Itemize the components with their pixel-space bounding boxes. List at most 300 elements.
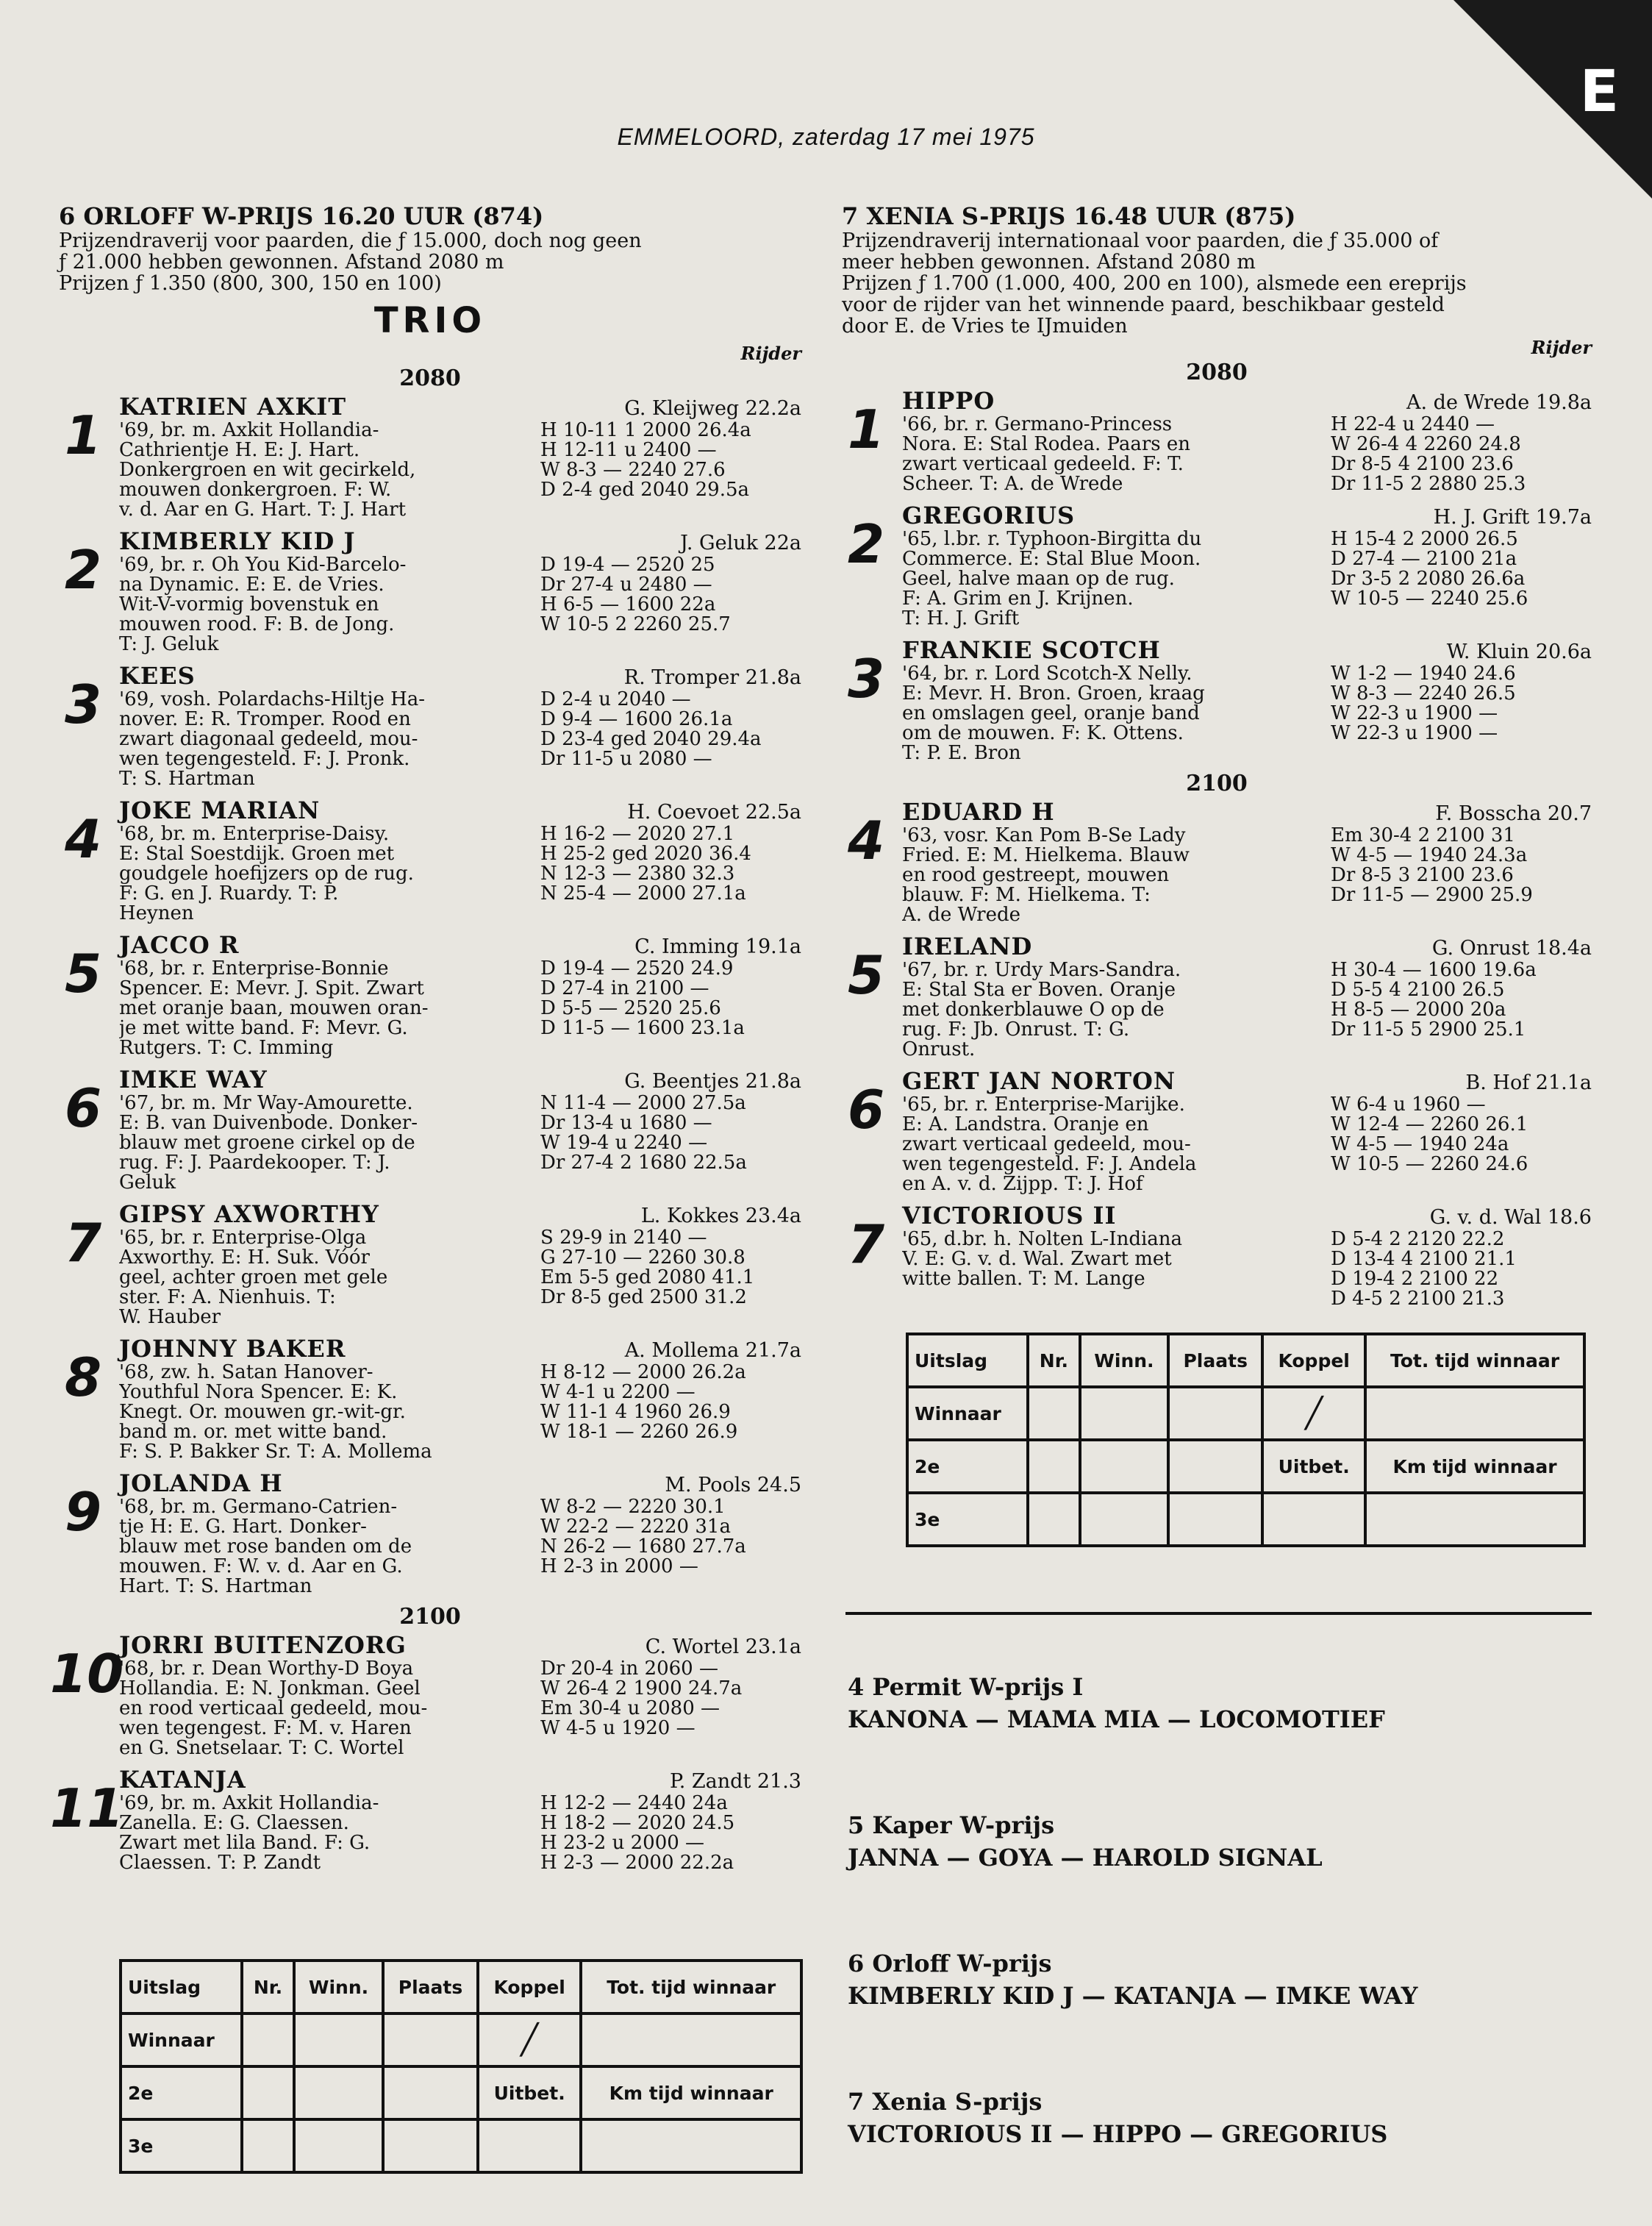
horse-driver: G. v. d. Wal 18.6 xyxy=(1429,1206,1592,1229)
horse-description xyxy=(119,1228,540,1327)
horse-number: 6 xyxy=(847,1079,885,1141)
input-cell[interactable] xyxy=(1168,1440,1262,1493)
input-cell[interactable] xyxy=(1080,1387,1169,1440)
race-description: Prijzendraverij voor paarden, die ƒ 15.000, doch nog geen ƒ 21.000 hebben gewonnen. Afstand 2080 m Prijzen ƒ 1.350 (800, 300, 150 en 100) xyxy=(59,229,642,295)
horse-header xyxy=(119,662,801,690)
input-cell[interactable] xyxy=(1168,1493,1262,1546)
description-line: '68, zw. h. Satan Hanover- xyxy=(119,1363,373,1383)
horse-name: GERT JAN NORTON xyxy=(902,1067,1176,1095)
form-line: Dr 11-5 2 2880 25.3 xyxy=(1331,473,1526,495)
description-line: '65, d.br. h. Nolten L-Indiana xyxy=(902,1230,1183,1249)
page-header: EMMELOORD, zaterdag 17 mei 1975 xyxy=(617,124,1035,150)
horse-form xyxy=(1331,415,1592,494)
horse-number: 10 xyxy=(50,1643,124,1705)
horse-header xyxy=(119,527,801,555)
horse-entry xyxy=(59,393,801,520)
horse-body xyxy=(119,1794,801,1873)
form-line: D 2-4 ged 2040 29.5a xyxy=(540,479,750,501)
header-tot-tijd: Tot. tijd winnaar xyxy=(581,1961,801,2013)
description-line: Nora. E: Stal Rodea. Paars en xyxy=(902,435,1190,454)
input-cell[interactable] xyxy=(383,2013,478,2066)
description-line: '69, vosh. Polardachs-Hiltje Ha- xyxy=(119,690,426,710)
horse-entry xyxy=(59,662,801,789)
koppel-slash: ╱ xyxy=(478,2013,582,2066)
description-line: wen tegengesteld. F: J. Andela xyxy=(902,1155,1197,1174)
input-cell[interactable] xyxy=(1365,1387,1584,1440)
horse-form xyxy=(1331,826,1592,925)
header-winn: Winn. xyxy=(1080,1334,1169,1387)
form-line: W 4-5 — 1940 24a xyxy=(1331,1133,1509,1155)
horse-description xyxy=(119,824,540,924)
description-line: zwart verticaal gedeeld. F: T. xyxy=(902,454,1184,474)
horse-description xyxy=(119,690,540,789)
horse-name: IRELAND xyxy=(902,932,1033,960)
horse-description xyxy=(119,1497,540,1597)
description-line: E: B. van Duivenbode. Donker- xyxy=(119,1113,418,1133)
description-line: E: Stal Sta er Boven. Oranje xyxy=(902,980,1176,1000)
description-line: geel, achter groen met gele xyxy=(119,1268,388,1288)
description-line: T: S. Hartman xyxy=(119,769,255,789)
description-line: '69, br. m. Axkit Hollandia- xyxy=(119,421,379,440)
horse-entry xyxy=(50,1631,801,1758)
description-line: Youthful Nora Spencer. E: K. xyxy=(119,1383,398,1402)
input-cell[interactable] xyxy=(294,2119,383,2172)
km-tijd-label: Km tijd winnaar xyxy=(1365,1440,1584,1493)
input-cell[interactable] xyxy=(383,2066,478,2119)
horse-driver: H. J. Grift 19.7a xyxy=(1433,506,1592,529)
horse-form xyxy=(540,824,801,924)
horse-body xyxy=(119,1659,801,1758)
header-tot-tijd: Tot. tijd winnaar xyxy=(1365,1334,1584,1387)
horse-driver: B. Hof 21.1a xyxy=(1465,1071,1592,1094)
horse-number: 3 xyxy=(847,648,885,710)
description-line: band m. or. met witte band. xyxy=(119,1422,387,1442)
form-line: H 2-3 in 2000 — xyxy=(540,1555,698,1577)
horse-header xyxy=(119,1200,801,1228)
form-line: Em 30-4 u 2080 — xyxy=(540,1697,720,1719)
description-line: blauw met groene cirkel op de xyxy=(119,1133,415,1153)
header-nr: Nr. xyxy=(242,1961,294,2013)
horse-description xyxy=(119,421,540,520)
input-cell[interactable] xyxy=(581,2013,801,2066)
form-line: W 4-5 — 1940 24.3a xyxy=(1331,844,1528,866)
form-line: D 19-4 — 2520 24.9 xyxy=(540,957,734,980)
horse-entry xyxy=(842,1067,1592,1194)
horse-form xyxy=(1331,1095,1592,1194)
form-line: Dr 27-4 2 1680 22.5a xyxy=(540,1152,747,1174)
description-line: '69, br. r. Oh You Kid-Barcelo- xyxy=(119,555,407,575)
horse-body xyxy=(902,1230,1592,1309)
header-winn: Winn. xyxy=(294,1961,383,2013)
horse-list xyxy=(842,387,1592,763)
input-cell[interactable] xyxy=(242,2119,294,2172)
horse-name: JOLANDA H xyxy=(119,1469,283,1497)
form-line: W 22-3 u 1900 — xyxy=(1331,702,1498,724)
header-plaats: Plaats xyxy=(1168,1334,1262,1387)
horse-body xyxy=(902,664,1592,763)
form-line: Dr 27-4 u 2480 — xyxy=(540,574,712,596)
description-line: rug. F: Jb. Onrust. T: G. xyxy=(902,1020,1130,1040)
description-line: je met witte band. F: Mevr. G. xyxy=(119,1019,408,1038)
horse-number: 5 xyxy=(847,944,885,1006)
form-line: D 5-5 4 2100 26.5 xyxy=(1331,979,1505,1001)
description-line: T: J. Geluk xyxy=(119,635,219,654)
description-line: F: S. P. Bakker Sr. T: A. Mollema xyxy=(119,1442,432,1462)
description-line: E: Mevr. H. Bron. Groen, kraag xyxy=(902,684,1205,704)
horse-list xyxy=(59,393,801,1597)
horse-body xyxy=(119,1228,801,1327)
horse-form xyxy=(1331,1230,1592,1309)
input-cell[interactable] xyxy=(581,2119,801,2172)
horse-entry xyxy=(842,387,1592,494)
horse-description xyxy=(902,415,1331,494)
form-line: H 15-4 2 2000 26.5 xyxy=(1331,528,1518,550)
horse-driver: G. Beentjes 21.8a xyxy=(624,1070,801,1093)
horse-entry xyxy=(59,1335,801,1462)
input-cell[interactable] xyxy=(383,2119,478,2172)
horse-form xyxy=(1331,529,1592,629)
race-description: Prijzendraverij internationaal voor paarden, die ƒ 35.000 of meer hebben gewonnen. Afstand 2080 m Prijzen ƒ 1.700 (1.000, 400, 200 en 100), alsmede een ereprijs voor de rijder van het winnende paard, beschikbaar gesteld door E. de Vries te IJmuiden xyxy=(842,229,1467,338)
row-2e: 2e xyxy=(907,1440,1028,1493)
header-uitslag: Uitslag xyxy=(907,1334,1028,1387)
horse-header xyxy=(119,1066,801,1094)
description-line: F: G. en J. Ruardy. T: P. xyxy=(119,884,339,904)
form-line: H 22-4 u 2440 — xyxy=(1331,413,1495,435)
horse-form xyxy=(540,421,801,520)
header-koppel: Koppel xyxy=(1262,1334,1365,1387)
horse-header xyxy=(119,393,801,421)
form-line: N 26-2 — 1680 27.7a xyxy=(540,1535,746,1558)
horse-name: JACCO R xyxy=(119,931,240,959)
distance-label: 2080 xyxy=(1186,360,1248,385)
horse-entry xyxy=(59,796,801,924)
horse-driver: C. Imming 19.1a xyxy=(634,935,801,958)
horse-driver: G. Kleijweg 22.2a xyxy=(624,397,801,420)
horse-description xyxy=(902,826,1331,925)
horse-driver: A. Mollema 21.7a xyxy=(624,1339,801,1362)
result-title: 7 Xenia S-prijs xyxy=(848,2088,1043,2116)
description-line: Geluk xyxy=(119,1173,176,1193)
input-cell[interactable] xyxy=(478,2119,582,2172)
horse-header xyxy=(902,387,1592,415)
description-line: Zwart met lila Band. F: G. xyxy=(119,1833,371,1853)
header-uitslag: Uitslag xyxy=(121,1961,242,2013)
horse-description xyxy=(119,555,540,654)
description-line: tje H: E. G. Hart. Donker- xyxy=(119,1517,367,1537)
horse-description xyxy=(902,1230,1331,1309)
horse-body xyxy=(119,690,801,789)
horse-body xyxy=(902,1095,1592,1194)
horse-name: JOKE MARIAN xyxy=(119,796,321,824)
horse-entry xyxy=(842,636,1592,763)
horse-description xyxy=(119,1094,540,1193)
form-line: H 2-3 — 2000 22.2a xyxy=(540,1852,734,1874)
description-line: '67, br. r. Urdy Mars-Sandra. xyxy=(902,960,1181,980)
right-column xyxy=(842,202,1592,1316)
description-line: om de mouwen. F: K. Ottens. xyxy=(902,724,1184,743)
horse-name: KEES xyxy=(119,662,196,690)
description-line: '65, br. r. Enterprise-Olga xyxy=(119,1228,367,1248)
description-line: Spencer. E: Mevr. J. Spit. Zwart xyxy=(119,979,424,999)
description-line: nover. E: R. Tromper. Rood en xyxy=(119,710,411,729)
input-cell[interactable] xyxy=(242,2013,294,2066)
description-line: Scheer. T: A. de Wrede xyxy=(902,474,1123,494)
horse-number: 8 xyxy=(64,1346,102,1408)
description-line: W. Hauber xyxy=(119,1308,221,1327)
description-line: Knegt. Or. mouwen gr.-wit-gr. xyxy=(119,1402,406,1422)
form-line: D 4-5 2 2100 21.3 xyxy=(1331,1288,1505,1310)
description-line: Hollandia. E: N. Jonkman. Geel xyxy=(119,1679,421,1699)
horse-entry xyxy=(842,502,1592,629)
form-line: N 11-4 — 2000 27.5a xyxy=(540,1092,746,1114)
horse-body xyxy=(902,415,1592,494)
horse-description xyxy=(902,1095,1331,1194)
form-line: Em 30-4 2 2100 31 xyxy=(1331,824,1515,846)
form-line: W 22-2 — 2220 31a xyxy=(540,1516,731,1538)
row-winnaar: Winnaar xyxy=(121,2013,242,2066)
description-line: Fried. E: M. Hielkema. Blauw xyxy=(902,846,1190,866)
horse-header xyxy=(902,636,1592,664)
description-line: Wit-V-vormig bovenstuk en xyxy=(119,595,379,615)
row-winnaar: Winnaar xyxy=(907,1387,1028,1440)
form-line: W 26-4 4 2260 24.8 xyxy=(1331,433,1521,455)
horse-body xyxy=(119,824,801,924)
description-line: goudgele hoefijzers op de rug. xyxy=(119,864,414,884)
horse-name: EDUARD H xyxy=(902,798,1055,826)
horse-header xyxy=(902,932,1592,960)
horse-name: GREGORIUS xyxy=(902,502,1076,529)
horse-driver: H. Coevoet 22.5a xyxy=(627,801,801,824)
description-line: Axworthy. E: H. Suk. Vóór xyxy=(119,1248,370,1268)
form-line: D 27-4 in 2100 — xyxy=(540,977,709,999)
input-cell[interactable] xyxy=(294,2066,383,2119)
input-cell[interactable] xyxy=(1080,1440,1169,1493)
description-line: wen tegengesteld. F: J. Pronk. xyxy=(119,749,410,769)
horse-description xyxy=(902,664,1331,763)
result-horses: KIMBERLY KID J — KATANJA — IMKE WAY xyxy=(848,1982,1418,2010)
rijder-label: Rijder xyxy=(740,343,801,364)
horse-body xyxy=(119,959,801,1058)
form-line: D 23-4 ged 2040 29.4a xyxy=(540,728,762,750)
horse-number: 4 xyxy=(847,810,885,871)
form-line: H 30-4 — 1600 19.6a xyxy=(1331,959,1537,981)
horse-header xyxy=(119,1469,801,1497)
description-line: na Dynamic. E: E. de Vries. xyxy=(119,575,385,595)
horse-entry xyxy=(59,1066,801,1193)
horse-form xyxy=(540,555,801,654)
form-line: N 25-4 — 2000 27.1a xyxy=(540,882,746,905)
description-line: '66, br. r. Germano-Princess xyxy=(902,415,1173,435)
horse-entry xyxy=(842,1202,1592,1309)
form-line: W 10-5 2 2260 25.7 xyxy=(540,613,731,635)
form-line: D 19-4 2 2100 22 xyxy=(1331,1268,1499,1290)
horse-driver: W. Kluin 20.6a xyxy=(1446,641,1592,663)
description-line: Cathrientje H. E: J. Hart. xyxy=(119,440,360,460)
description-line: '67, br. m. Mr Way-Amourette. xyxy=(119,1094,413,1113)
description-line: met oranje baan, mouwen oran- xyxy=(119,999,429,1019)
form-line: W 11-1 4 1960 26.9 xyxy=(540,1401,731,1423)
description-line: F: A. Grim en J. Krijnen. xyxy=(902,589,1134,609)
input-cell[interactable] xyxy=(1028,1440,1079,1493)
horse-name: KATANJA xyxy=(119,1766,246,1794)
result-horses: VICTORIOUS II — HIPPO — GREGORIUS xyxy=(848,2120,1388,2148)
uitbet-label: Uitbet. xyxy=(478,2066,582,2119)
horse-description xyxy=(902,529,1331,629)
form-line: Dr 11-5 u 2080 — xyxy=(540,748,712,770)
description-line: Commerce. E: Stal Blue Moon. xyxy=(902,549,1201,569)
description-line: en rood gestreept, mouwen xyxy=(902,866,1170,885)
horse-number: 1 xyxy=(847,399,885,460)
horse-driver: M. Pools 24.5 xyxy=(665,1474,801,1497)
horse-list xyxy=(50,1631,801,1874)
results-section xyxy=(848,1673,1590,2226)
rijder-label: Rijder xyxy=(1531,337,1592,358)
horse-driver: C. Wortel 23.1a xyxy=(645,1635,801,1658)
form-line: N 12-3 — 2380 32.3 xyxy=(540,863,735,885)
header-plaats: Plaats xyxy=(383,1961,478,2013)
race-title: 6 ORLOFF W-PRIJS 16.20 UUR (874) xyxy=(59,202,544,230)
form-line: Em 5-5 ged 2080 41.1 xyxy=(540,1266,755,1288)
horse-header xyxy=(902,798,1592,826)
description-line: '68, br. m. Germano-Catrien- xyxy=(119,1497,398,1517)
form-line: W 26-4 2 1900 24.7a xyxy=(540,1677,743,1699)
horse-body xyxy=(119,421,801,520)
horse-entry xyxy=(59,931,801,1058)
horse-body xyxy=(119,1094,801,1193)
distance-label: 2100 xyxy=(1186,771,1248,796)
description-line: E: Stal Soestdijk. Groen met xyxy=(119,844,395,864)
form-line: Dr 8-5 4 2100 23.6 xyxy=(1331,453,1514,475)
form-line: W 8-3 — 2240 26.5 xyxy=(1331,682,1516,704)
form-line: D 5-4 2 2120 22.2 xyxy=(1331,1228,1505,1250)
form-line: H 16-2 — 2020 27.1 xyxy=(540,823,735,845)
description-line: blauw. F: M. Hielkema. T: xyxy=(902,885,1151,905)
horse-list xyxy=(842,798,1592,1309)
horse-number: 4 xyxy=(64,808,102,870)
horse-form xyxy=(540,1228,801,1327)
description-line: en A. v. d. Zijpp. T: J. Hof xyxy=(902,1174,1143,1194)
horse-name: IMKE WAY xyxy=(119,1066,268,1094)
form-line: D 19-4 — 2520 25 xyxy=(540,554,715,576)
description-line: Onrust. xyxy=(902,1040,976,1060)
horse-driver: R. Tromper 21.8a xyxy=(623,666,801,689)
form-line: S 29-9 in 2140 — xyxy=(540,1227,707,1249)
race-title: 7 XENIA S-PRIJS 16.48 UUR (875) xyxy=(842,202,1296,230)
input-cell[interactable] xyxy=(1168,1387,1262,1440)
description-line: '64, br. r. Lord Scotch-X Nelly. xyxy=(902,664,1192,684)
input-cell[interactable] xyxy=(294,2013,383,2066)
description-line: '68, br. m. Enterprise-Daisy. xyxy=(119,824,390,844)
distance-label: 2080 xyxy=(399,365,461,391)
horse-driver: G. Onrust 18.4a xyxy=(1431,937,1592,960)
horse-header xyxy=(119,1335,801,1363)
form-line: H 12-11 u 2400 — xyxy=(540,439,717,461)
form-line: D 5-5 — 2520 25.6 xyxy=(540,997,721,1019)
form-line: Dr 13-4 u 1680 — xyxy=(540,1112,712,1134)
horse-header xyxy=(119,931,801,959)
form-line: H 6-5 — 1600 22a xyxy=(540,593,716,616)
form-line: D 2-4 u 2040 — xyxy=(540,688,691,710)
form-line: H 10-11 1 2000 26.4a xyxy=(540,419,751,441)
input-cell[interactable] xyxy=(1262,1493,1365,1546)
horse-entry xyxy=(842,932,1592,1060)
form-line: W 10-5 — 2240 25.6 xyxy=(1331,588,1528,610)
description-line: witte ballen. T: M. Lange xyxy=(902,1269,1145,1289)
description-line: Heynen xyxy=(119,904,194,924)
horse-header xyxy=(902,1067,1592,1095)
form-line: W 6-4 u 1960 — xyxy=(1331,1094,1486,1116)
form-line: W 8-3 — 2240 27.6 xyxy=(540,459,726,481)
horse-name: JORRI BUITENZORG xyxy=(119,1631,407,1659)
horse-entry xyxy=(59,527,801,654)
horse-number: 2 xyxy=(847,513,885,575)
input-cell[interactable] xyxy=(1028,1493,1079,1546)
horse-body xyxy=(119,1497,801,1597)
form-line: Dr 8-5 3 2100 23.6 xyxy=(1331,864,1514,886)
horse-body xyxy=(902,529,1592,629)
result-title: 5 Kaper W-prijs xyxy=(848,1811,1055,1839)
row-3e: 3e xyxy=(907,1493,1028,1546)
row-2e: 2e xyxy=(121,2066,242,2119)
description-line: mouwen rood. F: B. de Jong. xyxy=(119,615,395,635)
description-line: T: H. J. Grift xyxy=(902,609,1020,629)
horse-driver: A. de Wrede 19.8a xyxy=(1406,391,1592,414)
input-cell[interactable] xyxy=(1028,1387,1079,1440)
result-table-right xyxy=(906,1333,1586,1547)
form-line: H 25-2 ged 2020 36.4 xyxy=(540,843,751,865)
form-line: Dr 20-4 in 2060 — xyxy=(540,1658,718,1680)
koppel-slash: ╱ xyxy=(1262,1387,1365,1440)
horse-driver: P. Zandt 21.3 xyxy=(670,1770,801,1793)
horse-form xyxy=(540,959,801,1058)
input-cell[interactable] xyxy=(1080,1493,1169,1546)
horse-form xyxy=(540,1497,801,1597)
horse-number: 3 xyxy=(64,674,102,735)
horse-description xyxy=(119,1363,540,1462)
description-line: Rutgers. T: C. Imming xyxy=(119,1038,334,1058)
description-line: '68, br. r. Enterprise-Bonnie xyxy=(119,959,389,979)
description-line: zwart verticaal gedeeld, mou- xyxy=(902,1135,1191,1155)
form-line: Dr 8-5 ged 2500 31.2 xyxy=(540,1286,747,1308)
result-title: 4 Permit W-prijs I xyxy=(848,1673,1084,1701)
input-cell[interactable] xyxy=(242,2066,294,2119)
result-horses: KANONA — MAMA MIA — LOCOMOTIEF xyxy=(848,1705,1385,1733)
form-line: H 12-2 — 2440 24a xyxy=(540,1792,728,1814)
row-3e: 3e xyxy=(121,2119,242,2172)
form-line: W 22-3 u 1900 — xyxy=(1331,722,1498,744)
horse-name: GIPSY AXWORTHY xyxy=(119,1200,379,1228)
description-line: ster. F: A. Nienhuis. T: xyxy=(119,1288,336,1308)
description-line: met donkerblauwe O op de xyxy=(902,1000,1165,1020)
horse-number: 6 xyxy=(64,1077,102,1139)
form-line: Dr 11-5 5 2900 25.1 xyxy=(1331,1019,1526,1041)
left-column xyxy=(50,202,801,1880)
horse-name: KIMBERLY KID J xyxy=(119,527,356,555)
horse-form xyxy=(1331,664,1592,763)
horse-form xyxy=(1331,960,1592,1060)
horse-form xyxy=(540,1094,801,1193)
horse-header xyxy=(119,1631,801,1659)
description-line: Zanella. E: G. Claessen. xyxy=(119,1813,349,1833)
description-line: en G. Snetselaar. T: C. Wortel xyxy=(119,1738,404,1758)
form-line: W 4-1 u 2200 — xyxy=(540,1381,696,1403)
description-line: en omslagen geel, oranje band xyxy=(902,704,1200,724)
horse-number: 7 xyxy=(64,1212,102,1274)
horse-entry xyxy=(59,1200,801,1327)
input-cell[interactable] xyxy=(1365,1493,1584,1546)
form-line: W 10-5 — 2260 24.6 xyxy=(1331,1153,1528,1175)
horse-driver: J. Geluk 22a xyxy=(680,532,801,554)
